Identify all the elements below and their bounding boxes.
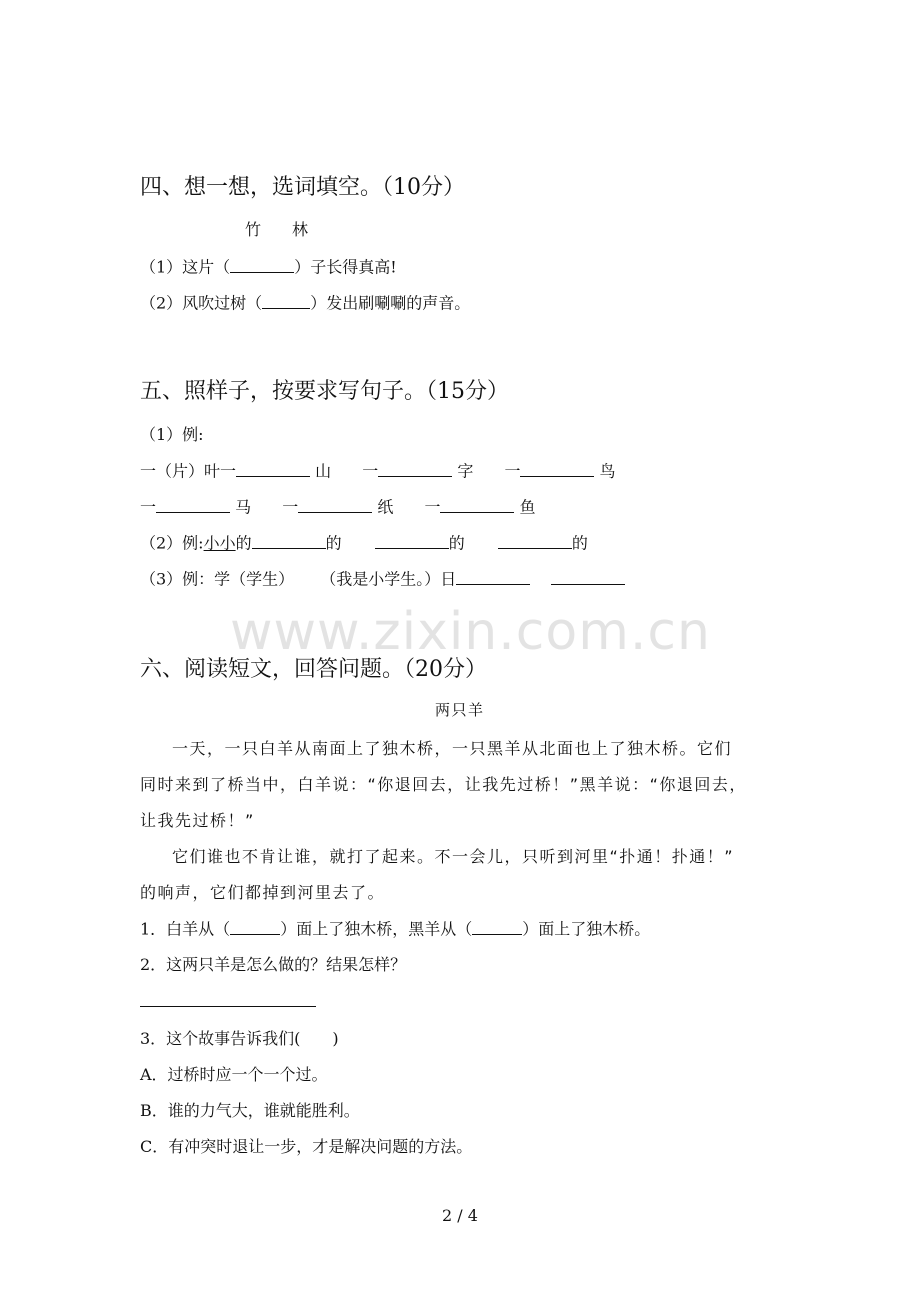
s5-ex2-blank-1[interactable] — [252, 530, 326, 549]
section-6-heading: 六、阅读短文，回答问题。（20分） — [140, 657, 487, 682]
s5-ex2-blank-2[interactable] — [375, 530, 449, 549]
story-title: 两只羊 — [435, 701, 485, 719]
s6-question-1: 1．白羊从（ ）面上了独木桥，黑羊从（ ）面上了独木桥。 — [140, 916, 650, 940]
s5-row-2: 一 马 一 纸 一 鱼 — [140, 494, 536, 518]
s4-q1-blank[interactable] — [230, 254, 294, 273]
answer-line[interactable] — [140, 1006, 316, 1007]
s5-example-3: （3）例：学（学生） （我是小学生。）日 — [140, 566, 625, 590]
s5-r2-blank-3[interactable] — [440, 494, 514, 513]
s5-r1-blank-3[interactable] — [520, 458, 594, 477]
option-b[interactable]: B．谁的力气大，谁就能胜利。 — [140, 1101, 360, 1120]
s5-ex2-blank-3[interactable] — [498, 530, 572, 549]
s4-q2-blank[interactable] — [262, 290, 310, 309]
s5-ex3-blank-1[interactable] — [456, 566, 530, 585]
story-line-3: 让我先过桥！” — [140, 811, 255, 830]
s4-question-2: （2）风吹过树（ ）发出刷唰唰的声音。 — [140, 290, 470, 314]
s5-row-1: 一（片）叶一 山 一 字 一 鸟 — [140, 458, 616, 482]
s4-question-1: （1）这片（ ）子长得真高! — [140, 254, 397, 278]
section-5-heading: 五、照样子，按要求写句子。（15分） — [140, 379, 509, 404]
s5-example-2: （2）例:小小的 的 的 的 — [140, 530, 588, 554]
page-number: 2 / 4 — [442, 1206, 478, 1225]
s5-r2-blank-1[interactable] — [156, 494, 230, 513]
s5-r1-blank-1[interactable] — [236, 458, 310, 477]
s6-q1-blank-2[interactable] — [472, 916, 522, 935]
watermark: www.zixin.com.cn — [230, 602, 711, 662]
s5-example-1: （1）例: — [140, 425, 204, 444]
story-line-5: 的响声，它们都掉到河里去了。 — [140, 883, 386, 902]
option-c[interactable]: C．有冲突时退让一步，才是解决问题的方法。 — [140, 1137, 473, 1156]
section-4-heading: 四、想一想，选词填空。（10分） — [140, 175, 465, 200]
s5-ex3-blank-2[interactable] — [551, 566, 625, 585]
s5-r1-blank-2[interactable] — [378, 458, 452, 477]
word-choice-1: 竹 — [245, 220, 262, 239]
story-line-4: 它们谁也不肯让谁，就打了起来。不一会儿，只听到河里“扑通！扑通！” — [172, 847, 735, 866]
s5-r2-blank-2[interactable] — [298, 494, 372, 513]
story-line-1: 一天，一只白羊从南面上了独木桥，一只黑羊从北面也上了独木桥。它们 — [172, 739, 733, 758]
s6-question-3: 3．这个故事告诉我们( ) — [140, 1029, 339, 1048]
word-choice-2: 林 — [292, 220, 309, 239]
option-a[interactable]: A．过桥时应一个一个过。 — [140, 1065, 328, 1084]
story-line-2: 同时来到了桥当中，白羊说：“你退回去，让我先过桥！”黑羊说：“你退回去， — [140, 775, 747, 794]
s6-q1-blank-1[interactable] — [230, 916, 280, 935]
s6-question-2: 2．这两只羊是怎么做的？结果怎样？ — [140, 955, 407, 974]
